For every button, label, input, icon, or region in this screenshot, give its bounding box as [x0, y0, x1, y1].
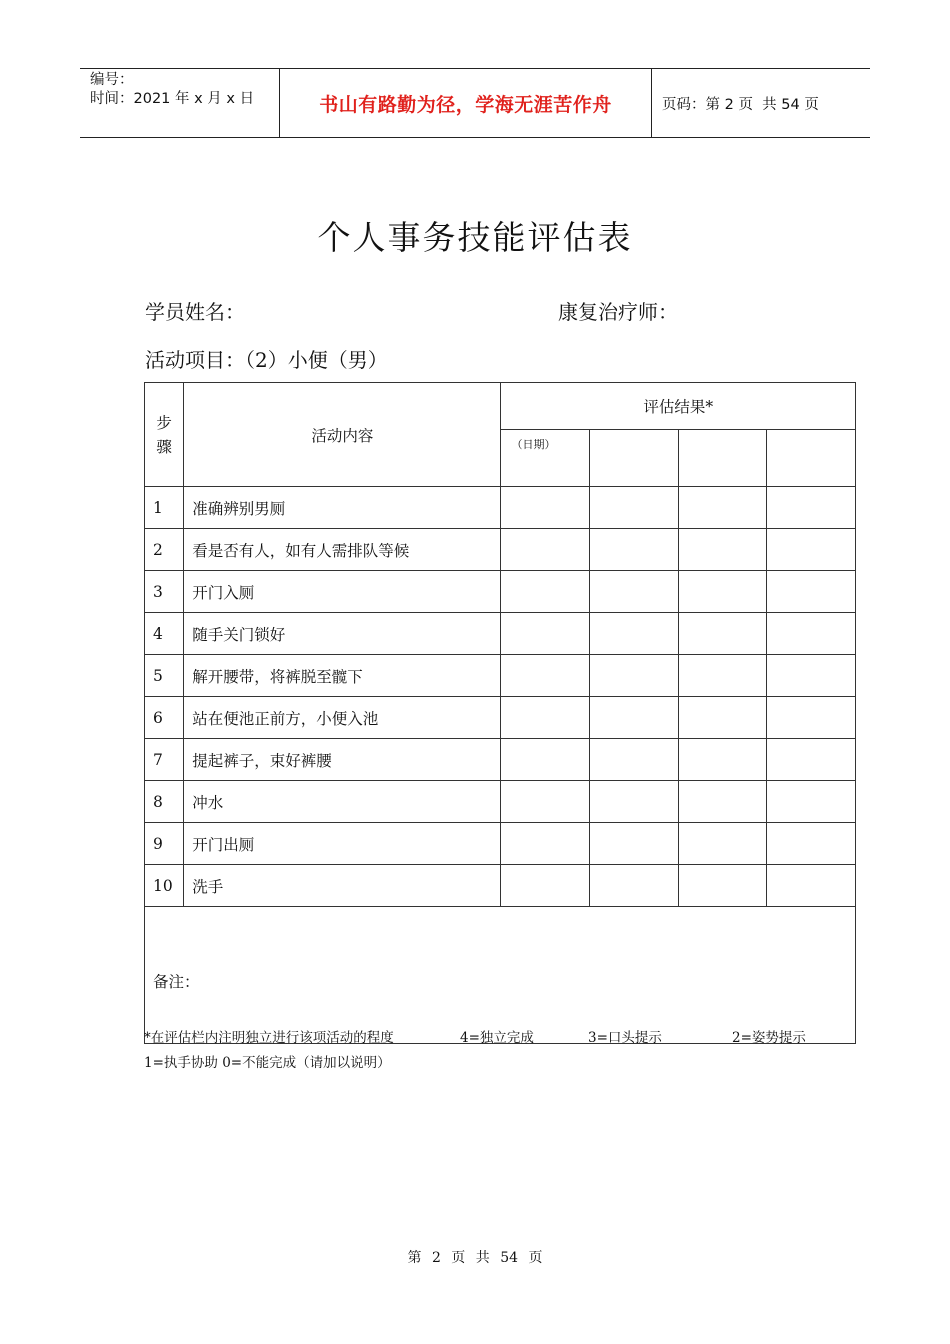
header-meta [80, 69, 280, 137]
result-cell[interactable] [678, 739, 767, 781]
result-cell[interactable] [501, 529, 590, 571]
result-cell[interactable] [767, 781, 856, 823]
activity-text: 开门出厕 [184, 823, 501, 865]
table-row [145, 865, 856, 907]
step-number: 10 [145, 865, 184, 907]
table-row [145, 487, 856, 529]
legend-3: 3=口头提示 [588, 1030, 662, 1046]
notes-cell[interactable] [145, 907, 856, 1044]
activity-text: 冲水 [184, 781, 501, 823]
legend-line-1 [144, 1026, 844, 1051]
step-number: 5 [145, 655, 184, 697]
header-page-info [652, 69, 870, 137]
step-number: 3 [145, 571, 184, 613]
step-number: 4 [145, 613, 184, 655]
result-cell[interactable] [590, 823, 679, 865]
result-cell[interactable] [678, 865, 767, 907]
notes-label: 备注： [153, 973, 200, 991]
activity-text: 随手关门锁好 [184, 613, 501, 655]
result-cell[interactable] [501, 487, 590, 529]
result-cell[interactable] [678, 487, 767, 529]
result-cell[interactable] [767, 571, 856, 613]
result-cell[interactable] [590, 487, 679, 529]
result-cell[interactable] [590, 529, 679, 571]
assessment-table [144, 382, 856, 1044]
result-cell[interactable] [590, 865, 679, 907]
document-header [80, 68, 870, 138]
legend-2: 2=姿势提示 [732, 1030, 806, 1046]
time-label: 时间：2021 年 x 月 x 日 [90, 91, 255, 107]
table-row [145, 529, 856, 571]
activity-text: 解开腰带，将裤脱至髋下 [184, 655, 501, 697]
result-cell[interactable] [678, 655, 767, 697]
legend-note: *在评估栏内注明独立进行该项活动的程度 [144, 1030, 394, 1046]
step-number: 7 [145, 739, 184, 781]
header-activity: 活动内容 [184, 383, 501, 487]
result-cell[interactable] [678, 781, 767, 823]
header-step [145, 383, 184, 487]
result-cell[interactable] [767, 655, 856, 697]
page-info-text: 页码：第 2 页 共 54 页 [662, 96, 819, 113]
result-cell[interactable] [678, 823, 767, 865]
result-cell[interactable] [501, 865, 590, 907]
header-step-text: 步骤 [156, 413, 172, 456]
result-cell[interactable] [501, 697, 590, 739]
result-cell[interactable] [590, 739, 679, 781]
legend-line-2: 1=执手协助 0=不能完成（请加以说明） [144, 1055, 391, 1071]
activity-item-label: 活动项目：（2）小便（男） [145, 348, 388, 372]
result-cell[interactable] [678, 697, 767, 739]
activity-text: 开门入厕 [184, 571, 501, 613]
therapist-label: 康复治疗师： [558, 300, 678, 324]
header-date: （日期） [501, 430, 590, 487]
result-cell[interactable] [767, 613, 856, 655]
activity-text: 准确辨别男厕 [184, 487, 501, 529]
result-cell[interactable] [501, 781, 590, 823]
result-cell[interactable] [767, 529, 856, 571]
date-cell[interactable] [590, 430, 679, 487]
table-row [145, 739, 856, 781]
legend-4: 4=独立完成 [460, 1030, 534, 1046]
result-cell[interactable] [501, 571, 590, 613]
table-row [145, 613, 856, 655]
student-name-label: 学员姓名： [145, 300, 245, 324]
activity-text: 看是否有人，如有人需排队等候 [184, 529, 501, 571]
result-cell[interactable] [501, 655, 590, 697]
step-number: 6 [145, 697, 184, 739]
table-row [145, 655, 856, 697]
date-cell[interactable] [678, 430, 767, 487]
header-motto: 书山有路勤为径，学海无涯苦作舟 [280, 69, 652, 137]
table-body [145, 487, 856, 907]
result-cell[interactable] [590, 655, 679, 697]
result-cell[interactable] [767, 697, 856, 739]
step-number: 9 [145, 823, 184, 865]
step-number: 2 [145, 529, 184, 571]
result-cell[interactable] [501, 739, 590, 781]
legend [144, 1026, 844, 1076]
result-cell[interactable] [590, 781, 679, 823]
result-cell[interactable] [767, 865, 856, 907]
result-cell[interactable] [767, 487, 856, 529]
table-row [145, 571, 856, 613]
number-label: 编号： [90, 72, 134, 88]
table-row [145, 823, 856, 865]
result-cell[interactable] [501, 613, 590, 655]
activity-text: 洗手 [184, 865, 501, 907]
date-cell[interactable] [767, 430, 856, 487]
result-cell[interactable] [767, 823, 856, 865]
result-cell[interactable] [590, 697, 679, 739]
result-cell[interactable] [678, 571, 767, 613]
step-number: 8 [145, 781, 184, 823]
result-cell[interactable] [678, 613, 767, 655]
table-row [145, 781, 856, 823]
result-cell[interactable] [590, 571, 679, 613]
activity-text: 提起裤子，束好裤腰 [184, 739, 501, 781]
page-title: 个人事务技能评估表 [317, 218, 633, 257]
activity-text: 站在便池正前方，小便入池 [184, 697, 501, 739]
table-row [145, 697, 856, 739]
step-number: 1 [145, 487, 184, 529]
page-footer: 第 2 页 共 54 页 [407, 1250, 543, 1266]
result-cell[interactable] [501, 823, 590, 865]
result-cell[interactable] [678, 529, 767, 571]
result-cell[interactable] [767, 739, 856, 781]
result-cell[interactable] [590, 613, 679, 655]
header-result: 评估结果* [501, 383, 856, 430]
